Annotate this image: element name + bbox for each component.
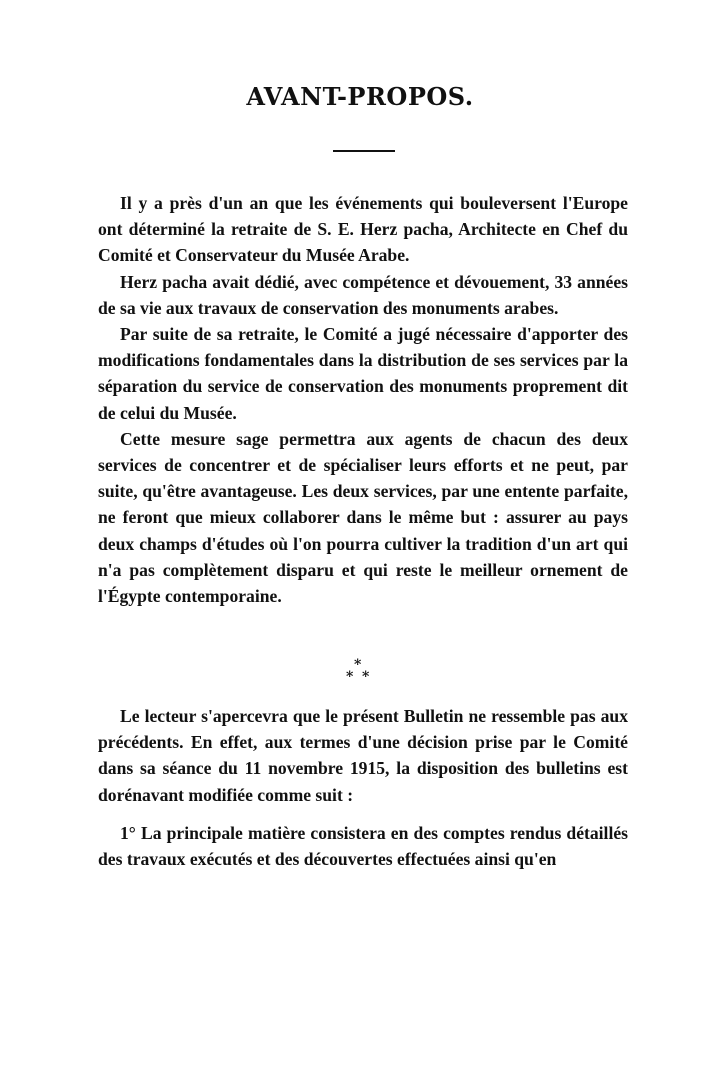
paragraph-reorganization: Par suite de sa retraite, le Comité a jugé nécessaire d'apporter des modifications fondamentales dans la distribution de ses services par la séparation du service de conservation des monuments proprement dit de celui du Musée. [98, 324, 628, 423]
paragraph-collaboration: Cette mesure sage permettra aux agents de chacun des deux services de concentrer et de spécialiser leurs efforts et ne peut, par suite, qu'être avantageuse. Les deux services, par une entente parfaite, ne feront que mieux collaborer dans le même but : assurer au pays deux champs d'études où l'on pourra cultiver la tradition d'un art qui n'a pas complètement disparu et qui reste le meilleur ornement de l'Égypte contemporaine. [98, 428, 628, 607]
asterism-separator [336, 658, 384, 688]
paragraph-herz-service: Herz pacha avait dédié, avec compétence et dévouement, 33 années de sa vie aux travaux de conservation des monuments arabes. [98, 271, 628, 318]
bulletin-section [98, 703, 628, 872]
paragraph-herz-retirement: Il y a près d'un an que les événements qui bouleversent l'Europe ont déterminé la retraite de S. E. Herz pacha, Architecte en Chef du Comité et Conservateur du Musée Arabe. [98, 193, 628, 266]
asterisk-bottom-left: * [346, 669, 354, 685]
page-title: AVANT-PROPOS. [246, 82, 474, 111]
paragraph-bulletin-change: Le lecteur s'apercevra que le présent Bulletin ne ressemble pas aux précédents. En effet, aux termes d'une décision prise par le Comité dans sa séance du 11 novembre 1915, la disposition des bulletins est dorénavant modifiée comme suit : [98, 706, 628, 805]
title-rule [333, 150, 395, 152]
asterisk-top: * [354, 657, 362, 673]
paragraph-item-1: 1° La principale matière consistera en des comptes rendus détaillés des travaux exécutés et des découvertes effectuées ainsi qu'en [98, 822, 628, 870]
asterisk-bottom-right: * [362, 669, 370, 685]
foreword-section [98, 190, 628, 609]
